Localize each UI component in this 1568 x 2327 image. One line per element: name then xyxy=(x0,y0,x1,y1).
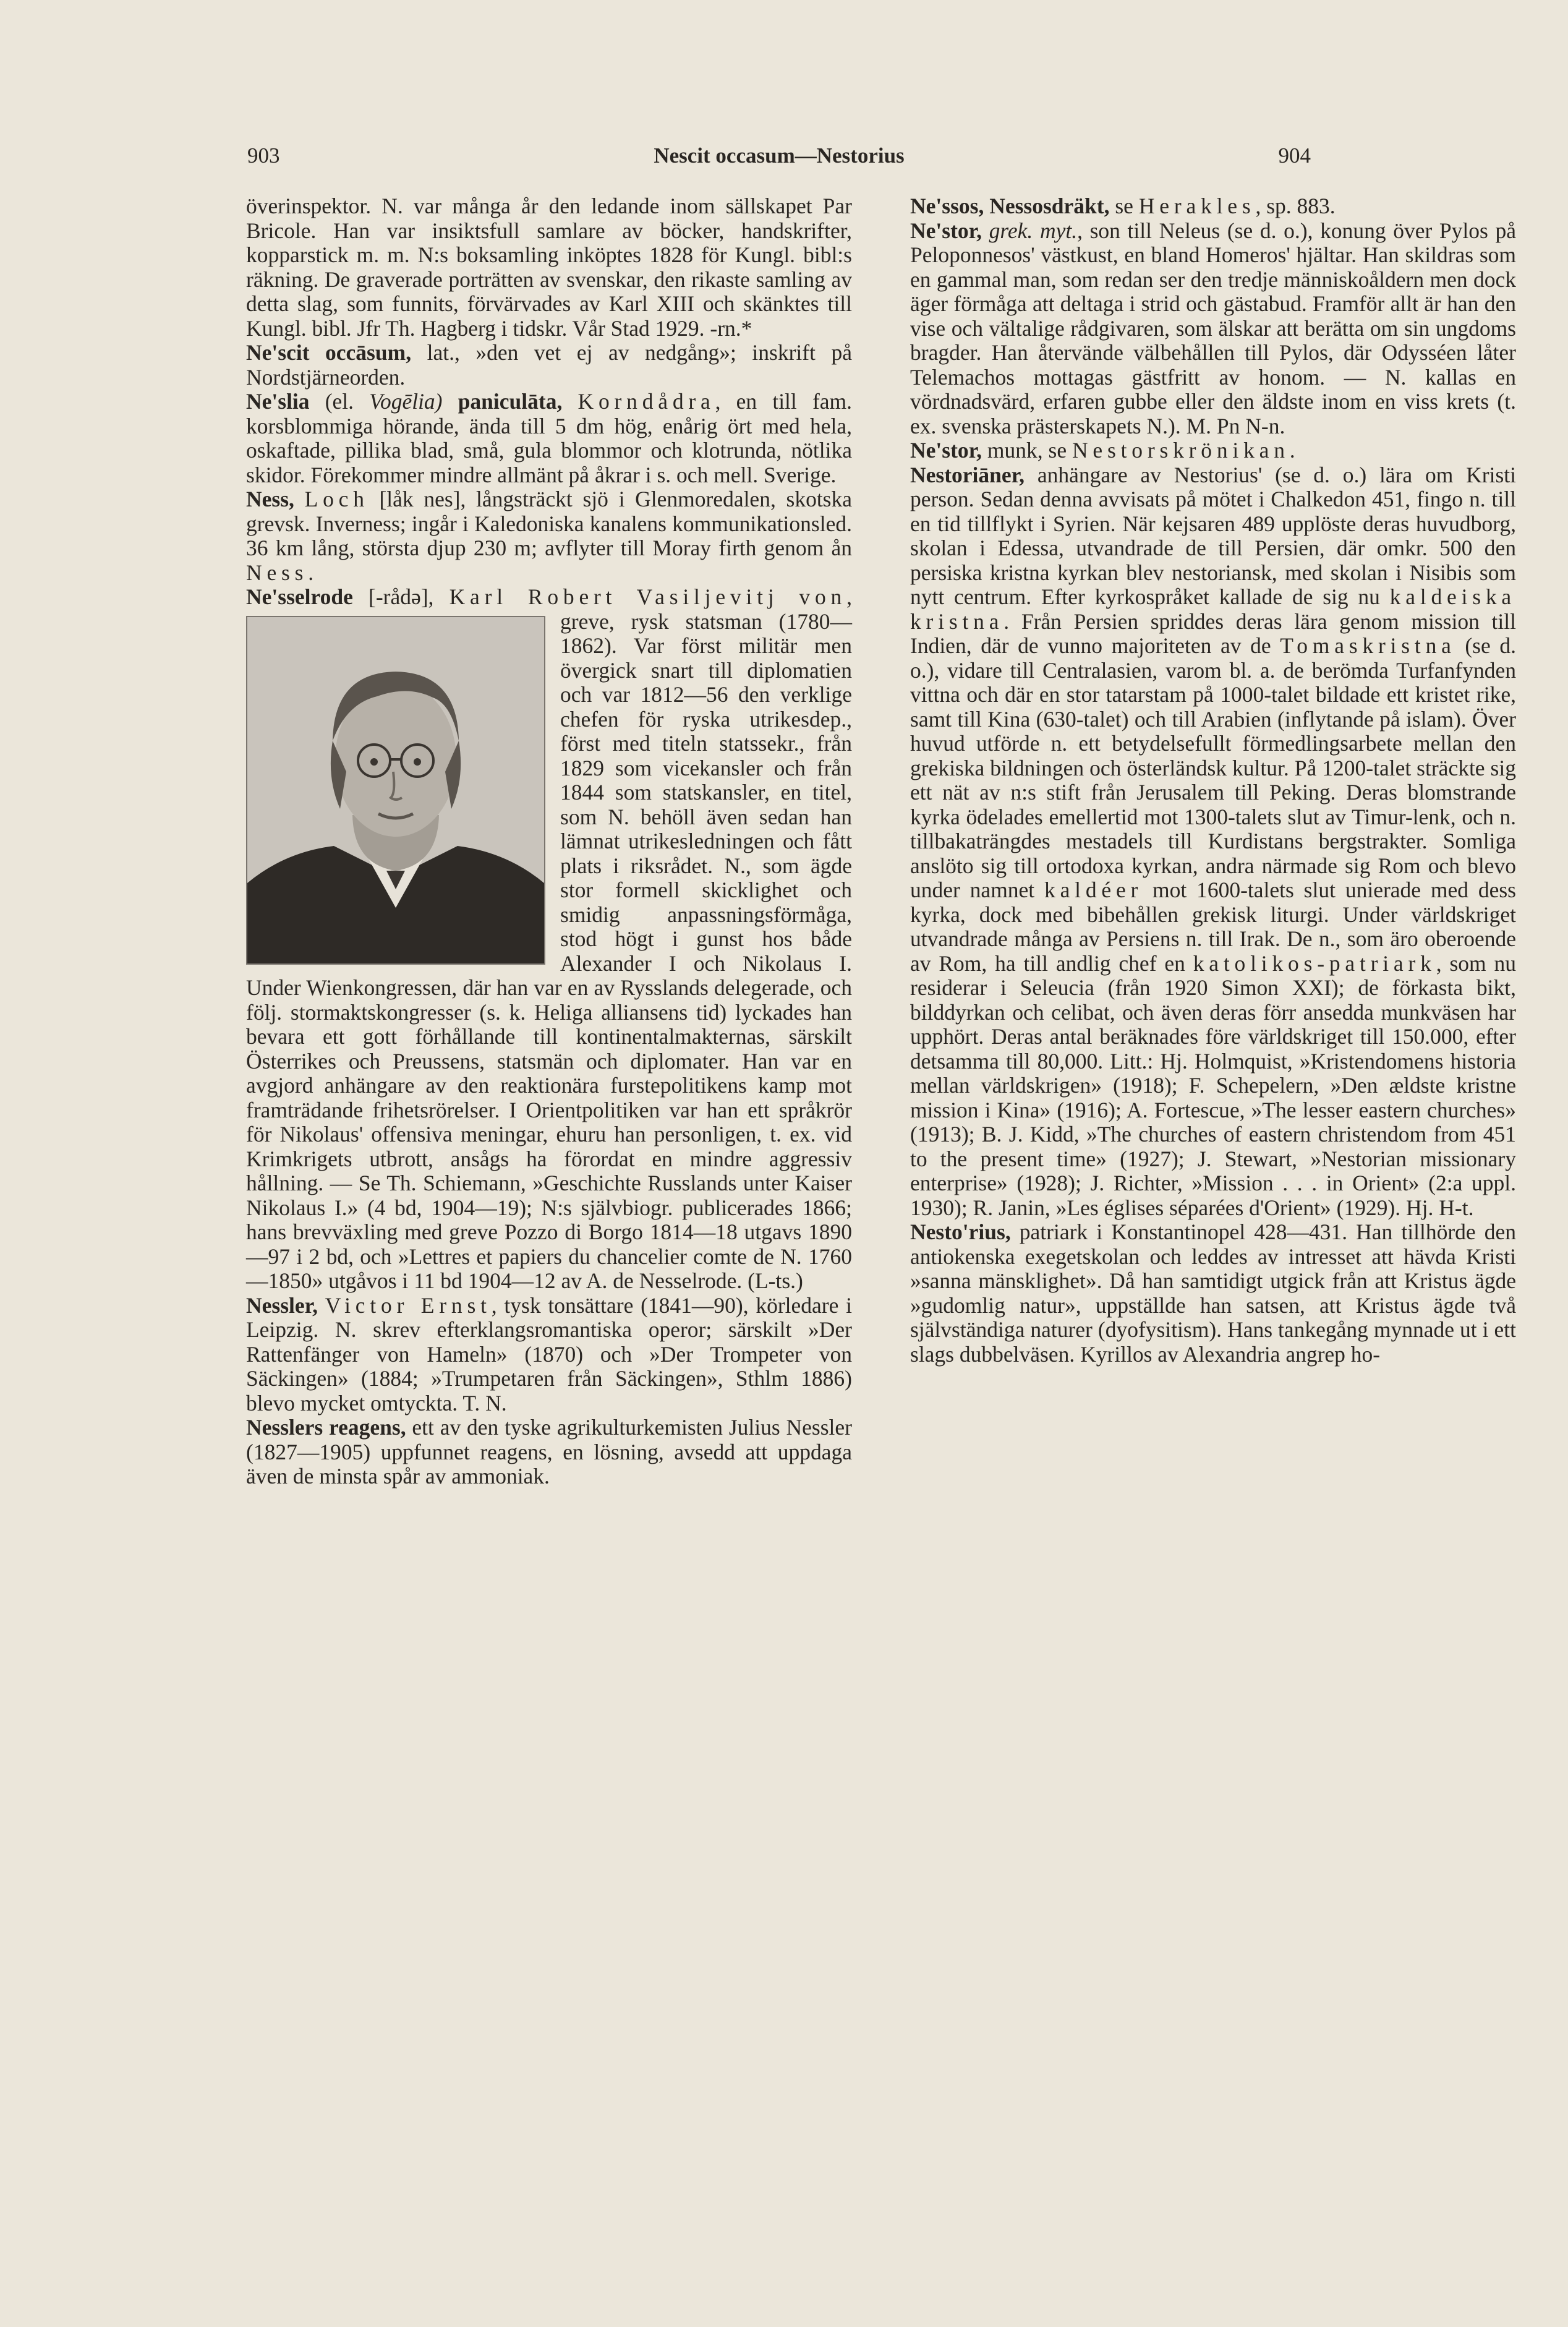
entry-text: , som nu residerar i Seleucia (från 1920 Simon XXI); de förkasta bikt, bilddyrkan och celibat, och även deras förr ansedda munkväsen har upphört. Deras antal beräknades före världskriget till 150.000, efter detsamma till 80,000. Litt.: Hj. Holmquist, »Kristendomens historia mellan världskrigen» (1918); F. Schepelern, »Den ældste kristne mission i Kina» (1916); A. Fortescue, »The lesser eastern churches» (1913); B. J. Kidd, »The churches of eastern christendom from 451 to the present time» (1927); J. Stewart, »Nestorian missionary enterprise» (1928); J. Richter, »Mission . . . in Orient» (2:a uppl. 1930); R. Janin, »Les églises séparées d'Orient» (1929). Hj. H-t. xyxy=(910,950,1516,1220)
entry-text xyxy=(443,389,458,414)
entry-italic: Vogēlia) xyxy=(369,389,443,414)
entry-neslia xyxy=(246,390,852,487)
entry-italic: grek. myt. xyxy=(989,218,1078,243)
entry-nessler xyxy=(246,1294,852,1416)
page-number-right: 904 xyxy=(1278,143,1311,168)
entry-text: ett av den tyske agrikulturkemisten Julius Nessler (1827—1905) uppfunnet reagens, en lösning, avsedd att uppdaga även de minsta spår av ammoniak. xyxy=(246,1415,852,1488)
entry-text: [-rådə], xyxy=(352,584,450,609)
headword: Ne'stor, xyxy=(910,438,982,463)
entry-ness xyxy=(246,487,852,585)
entry-spaced: kaldéer xyxy=(1044,877,1143,902)
headword: Ne'stor, xyxy=(910,218,982,243)
entry-text: mot 1600-talets slut unierade med dess kyrka, dock med bibehållen grekisk liturgi. Under världskriget utvandrade många av Persiens n. till Irak. De n., som äro oberoende av Rom, ha till andlig chef en xyxy=(910,877,1516,976)
entry-spaced: Karl Robert Vasiljevitj von xyxy=(449,584,847,609)
entry-text: patriark i Konstantinopel 428—431. Han tillhörde den antiokenska exegetskolan och leddes av intresset att hävda Kristi »sanna mänsklighet». Då han samtidigt utgick från att Kristus ägde »gudomlig natur», uppställde han satsen, att Kristus ägde två självständiga naturer (dyofysitism). Hans tankegång mynnade ut i ett slags dubbelväsen. Kyrillos av Alexandria angrep ho- xyxy=(910,1219,1516,1367)
headword: Ne'ssos, Nessosdräkt, xyxy=(910,194,1110,218)
portrait-engraving-icon xyxy=(246,616,545,965)
entry-spaced: katolikos-patriark xyxy=(1193,950,1436,976)
entry-spaced: Nestorskrönikan xyxy=(1072,438,1290,463)
entry-text: lat., »den vet ej av nedgång»; inskrift på Nordstjärneorden. xyxy=(246,340,852,390)
entry-spaced: Loch xyxy=(304,487,369,511)
running-title: Nescit occasum—Nestorius xyxy=(654,143,905,168)
headword: Nesslers reagens, xyxy=(246,1415,406,1440)
page-number-left: 903 xyxy=(247,143,280,168)
headword: Ne'slia xyxy=(246,389,310,414)
entry-nessos xyxy=(910,194,1516,219)
entry-nestor-myth xyxy=(910,219,1516,439)
entry-spaced: Victor Ernst xyxy=(325,1292,492,1318)
headword: Ne'scit occāsum, xyxy=(246,340,412,365)
entry-text: (el. xyxy=(309,389,370,414)
entry-nesselrode xyxy=(246,585,852,1294)
entry-text: , sp. 883. xyxy=(1255,194,1336,218)
headword-secondary: paniculāta, xyxy=(458,389,563,414)
entry-text: [låk nes], långsträckt sjö i Glenmoredalen, skotska grevsk. Inverness; ingår i Kaledoniska kanalens kommunikationsled. 36 km lång, största djup 230 m; avflyter till Moray firth genom ån xyxy=(246,487,852,560)
entry-text xyxy=(294,487,305,511)
headword: Ne'sselrode xyxy=(246,584,353,609)
headword: Nestoriāner, xyxy=(910,462,1025,487)
entry-text: , son till Neleus (se d. o.), konung över Pylos på Peloponnesos' västkust, en bland Homeros' hjältar. Han skildras som en gammal man, som redan ser den tredje människoåldern men dock äger förmåga att deltaga i strid och gästabud. Framför allt är han den vise och vältalige rådgivaren, som älskar att berätta om sin ungdoms bragder. Han återvände välbehållen till Pylos, där Odysséen låter Telemachos mottagas gästfritt av honom. — N. kallas en vördnadsvärd, erfaren gubbe eller den äldste inom en viss krets (t. ex. svenska prästerskapets N.). M. Pn N-n. xyxy=(910,218,1516,438)
entry-text: . xyxy=(308,560,314,585)
entry-spaced: Ness xyxy=(246,560,309,585)
entry-nestor-monk xyxy=(910,438,1516,463)
column-right xyxy=(910,194,1516,1367)
entry-text: , en till fam. korsblommiga hörande, ända till 5 dm hög, enårig ört med hela, oskaftade, pillika blad, små, gula blommor och klotrunda, nötlika skidor. Förekommer mindre allmänt på åkrar i s. och mell. Sverige. xyxy=(246,389,853,487)
entry-text: anhängare av Nestorius' (se d. o.) lära om Kristi person. Sedan denna avvisats på mötet i Chalkedon 451, fingo n. till en tid tillflykt i Syrien. När kejsaren 489 upplöste deras huvudborg, skolan i Edessa, utvandrade de till Persien, där omkr. 500 den persiska kristna kyrkan blev nestoriansk, med skolan i Nisibis som nytt centrum. Efter kyrkospråket kallade de sig nu xyxy=(910,462,1516,609)
entry-text: munk, se xyxy=(982,438,1072,463)
entry-nestorius xyxy=(910,1220,1516,1367)
entry-spaced: Herakles xyxy=(1138,194,1256,218)
headword: Ness, xyxy=(246,487,294,511)
entry-nesslers-reagens xyxy=(246,1415,852,1489)
entry-text: (se d. o.), vidare till Centralasien, varom bl. a. de berömda Turfanfynden vittna och där en stor tatarstam på 1000-talet bildade ett kristet rike, samt till Kina (630-talet) och till Arabien (inflytande på islam). Över huvud utförde n. ett betydelsefullt förmedlingsarbete mellan den grekiska bildningen och österländsk kultur. På 1200-talet sträckte sig ett nät av n:s stift från Jerusalem till Peking. Deras blomstrande kyrka ödelades emellertid mot 1300-talets slut av Timur-lenk, och n. tillbakaträngdes mestadels till Kurdistans bergstrakter. Somliga anslöto sig till ortodoxa kyrkan, andra närmade sig Rom och blevo under namnet xyxy=(910,633,1516,902)
entry-text xyxy=(318,1293,325,1318)
entry-spaced: Korndådra xyxy=(577,389,715,414)
entry-text: . Från Persien spriddes deras lära genom mission till Indien, där de vunno majoriteten av de xyxy=(910,608,1516,658)
entry-nestorianer xyxy=(910,463,1516,1221)
headword: Nessler, xyxy=(246,1292,318,1318)
entry-text: . xyxy=(1289,438,1295,463)
column-left xyxy=(246,194,852,1489)
entry-spaced: Tomaskristna xyxy=(1280,633,1456,658)
entry-text: , tysk tonsättare (1841—90), körledare i Leipzig. N. skrev efterklangsromantiska operor; särskilt »Der Rattenfänger von Hameln» (1870) och »Der Trompeter von Säckingen» (1884; »Trumpetaren från Säckingen», Sthlm 1886) blevo mycket omtyckta. T. N. xyxy=(246,1292,852,1415)
entry-text: , greve, rysk statsman (1780—1862). Var först militär men övergick snart till diplomatien och var 1812—56 den verklige chefen för ryska utrikesdep., först med titeln statssekr., från 1829 som vicekansler och från 1844 som statskansler, en titel, som N. behöll även sedan han lämnat utrikesledningen och fått plats i riksrådet. N., som ägde stor formell skicklighet och smidig anpassningsförmåga, stod högt i gunst hos både Alexander I och Nikolaus I. Under Wienkongressen, där han var en av Rysslands delegerade, och följ. stormaktskongresser (s. k. Heliga alliansens tid) lyckades han bevara ett gott förhållande till kontinentalmakternas, särskilt Österrikes och Preussens, statsmän och diplomater. Han var en avgjord anhängare av den reaktionära furstepolitikens kamp mot framträdande frihetsrörelser. I Orientpolitiken var han ett språkrör för Nikolaus' offensiva meningar, ehuru han personligen, t. ex. vid Krimkrigets utbrott, ansågs ha förordat en mindre aggressiv hållning. — Se Th. Schiemann, »Geschichte Russlands unter Kaiser Nikolaus I.» (4 bd, 1904—19); N:s självbiogr. publicerades 1866; hans brevväxling med greve Pozzo di Borgo 1814—18 utgavs 1890—97 i 2 bd, och »Lettres et papiers du chancelier comte de N. 1760—1850» utgåvos i 11 bd 1904—12 av A. de Nesselrode. (L-ts.) xyxy=(246,584,852,1293)
entry-text xyxy=(982,218,989,243)
page-header xyxy=(247,143,1311,181)
entry-text xyxy=(562,389,577,414)
portrait-image xyxy=(247,617,544,963)
headword: Nesto'rius, xyxy=(910,1219,1011,1244)
paragraph-continuation: överinspektor. N. var många år den ledande inom sällskapet Par Bricole. Han var insiktsfull samlare av böcker, handskrifter, kopparstick m. m. N:s boksamling inköptes 1828 för Kungl. bibl:s räkning. De graverade porträtten av svenskar, den rikaste samling av detta slag, som funnits, förvärvades av Karl XIII och skänktes till Kungl. bibl. Jfr Th. Hagberg i tidskr. Vår Stad 1929. -rn.* xyxy=(246,194,852,341)
entry-nescit-occasum xyxy=(246,341,852,390)
entry-spaced: kaldeiska kristna xyxy=(910,584,1516,634)
entry-text: se xyxy=(1109,194,1139,218)
